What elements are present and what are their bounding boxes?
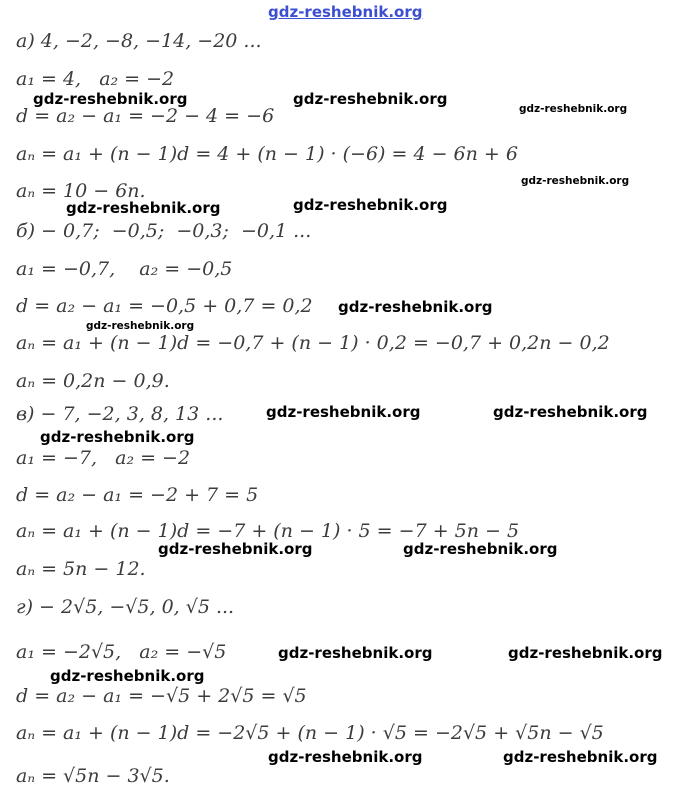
formula-a: aₙ = a₁ + (n − 1)d = 4 + (n − 1) · (−6) = 4 − 6n + 6 bbox=[16, 143, 518, 165]
watermark: gdz-reshebnik.org bbox=[293, 90, 448, 108]
terms-b: a₁ = −0,7, a₂ = −0,5 bbox=[16, 258, 233, 280]
terms-v: a₁ = −7, a₂ = −2 bbox=[16, 447, 191, 469]
watermark: gdz-reshebnik.org bbox=[50, 667, 205, 685]
watermark: gdz-reshebnik.org bbox=[66, 199, 221, 217]
watermark: gdz-reshebnik.org bbox=[503, 748, 658, 766]
watermark: gdz-reshebnik.org bbox=[33, 90, 188, 108]
difference-g: d = a₂ − a₁ = −√5 + 2√5 = √5 bbox=[16, 685, 307, 707]
result-a: aₙ = 10 − 6n. bbox=[16, 180, 146, 202]
watermark: gdz-reshebnik.org bbox=[338, 298, 493, 316]
formula-b: aₙ = a₁ + (n − 1)d = −0,7 + (n − 1) · 0,2 = −0,7 + 0,2n − 0,2 bbox=[16, 332, 610, 354]
sequence-v: в) − 7, −2, 3, 8, 13 ... bbox=[16, 403, 224, 425]
difference-a: d = a₂ − a₁ = −2 − 4 = −6 bbox=[16, 105, 275, 127]
formula-g: aₙ = a₁ + (n − 1)d = −2√5 + (n − 1) · √5 = −2√5 + √5n − √5 bbox=[16, 722, 604, 744]
watermark: gdz-reshebnik.org bbox=[293, 196, 448, 214]
watermark: gdz-reshebnik.org bbox=[86, 320, 195, 332]
watermark: gdz-reshebnik.org bbox=[40, 428, 195, 446]
sequence-b: б) − 0,7; −0,5; −0,3; −0,1 ... bbox=[16, 220, 312, 242]
watermark: gdz-reshebnik.org bbox=[508, 644, 663, 662]
site-link[interactable]: gdz-reshebnik.org bbox=[268, 3, 423, 21]
formula-v: aₙ = a₁ + (n − 1)d = −7 + (n − 1) · 5 = −7 + 5n − 5 bbox=[16, 520, 520, 542]
sequence-g: г) − 2√5, −√5, 0, √5 ... bbox=[16, 596, 235, 618]
watermark: gdz-reshebnik.org bbox=[278, 644, 433, 662]
sequence-a: а) 4, −2, −8, −14, −20 ... bbox=[16, 30, 262, 52]
watermark: gdz-reshebnik.org bbox=[158, 540, 313, 558]
watermark: gdz-reshebnik.org bbox=[266, 403, 421, 421]
watermark: gdz-reshebnik.org bbox=[403, 540, 558, 558]
watermark: gdz-reshebnik.org bbox=[268, 748, 423, 766]
difference-v: d = a₂ − a₁ = −2 + 7 = 5 bbox=[16, 484, 259, 506]
result-g: aₙ = √5n − 3√5. bbox=[16, 765, 170, 787]
result-v: aₙ = 5n − 12. bbox=[16, 558, 146, 580]
watermark: gdz-reshebnik.org bbox=[519, 103, 628, 115]
watermark: gdz-reshebnik.org bbox=[493, 403, 648, 421]
difference-b: d = a₂ − a₁ = −0,5 + 0,7 = 0,2 bbox=[16, 295, 313, 317]
terms-g: a₁ = −2√5, a₂ = −√5 bbox=[16, 641, 227, 663]
watermark: gdz-reshebnik.org bbox=[521, 175, 630, 187]
terms-a: a₁ = 4, a₂ = −2 bbox=[16, 68, 175, 90]
result-b: aₙ = 0,2n − 0,9. bbox=[16, 370, 170, 392]
